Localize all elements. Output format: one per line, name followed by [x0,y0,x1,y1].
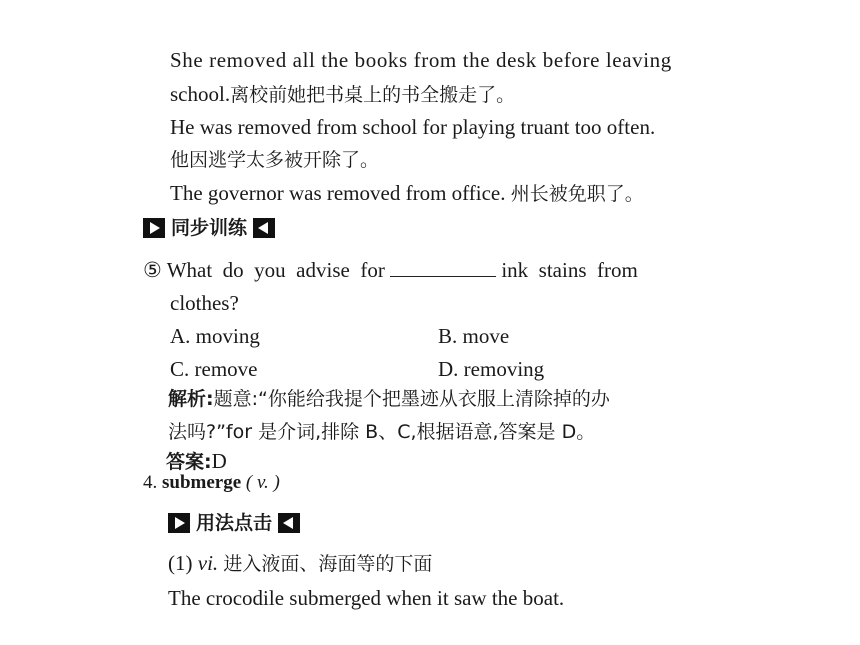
play-right-icon [168,513,190,533]
option-a: A. moving [170,324,260,348]
example-1-line2 [170,80,515,109]
answer-blank [390,258,496,277]
question-line-1 [143,256,638,284]
example-3-chinese: 州长被免职了。 [510,183,644,205]
analysis-label: 解析: [168,388,214,410]
section-title: 用法点击 [196,512,273,534]
usage-item-1 [168,549,432,578]
play-left-icon [253,218,275,238]
question-text-after: ink stains from [501,258,638,282]
option-d: D. removing [438,357,545,381]
entry-part-of-speech: ( v. ) [245,472,280,493]
entry-word: submerge [162,472,242,493]
section-title: 同步训练 [171,217,248,239]
question-text-before: What do you advise for [166,258,385,282]
play-left-icon [278,513,300,533]
option-b: B. move [438,324,510,348]
example-2-chinese: 他因逃学太多被开除了。 [170,149,380,171]
example-2-english: He was removed from school for playing truant too often. [170,115,656,139]
usage-item-pos: vi. [197,551,219,575]
example-1-english-cont: school. [170,82,231,106]
answer-label: 答案: [166,451,212,473]
section-heading-usage [168,510,300,536]
usage-item-prefix: (1) [168,551,193,575]
example-1-english: She removed all the books from the desk before leaving [170,48,672,72]
section-heading-sync-practice [143,215,275,241]
analysis-text-2: 法吗?”for 是介词,排除 B、C,根据语意,答案是 D。 [168,421,596,443]
analysis-text-1: 题意:“你能给我提个把墨迹从衣服上清除掉的办 [213,388,610,410]
example-3-english: The governor was removed from office. [170,181,506,205]
example-1-chinese: 离校前她把书桌上的书全搬走了。 [230,84,516,106]
question-line-2: clothes? [170,291,239,315]
usage-example-1: The crocodile submerged when it saw the boat. [168,586,565,610]
entry-heading [143,469,280,497]
option-c: C. remove [170,357,258,381]
usage-item-meaning: 进入液面、海面等的下面 [223,553,433,575]
example-3 [170,179,644,208]
entry-number: 4. [143,472,158,493]
analysis-line-1 [168,384,610,413]
play-right-icon [143,218,165,238]
answer-value: D [211,449,227,473]
question-number: ⑤ [143,258,162,282]
